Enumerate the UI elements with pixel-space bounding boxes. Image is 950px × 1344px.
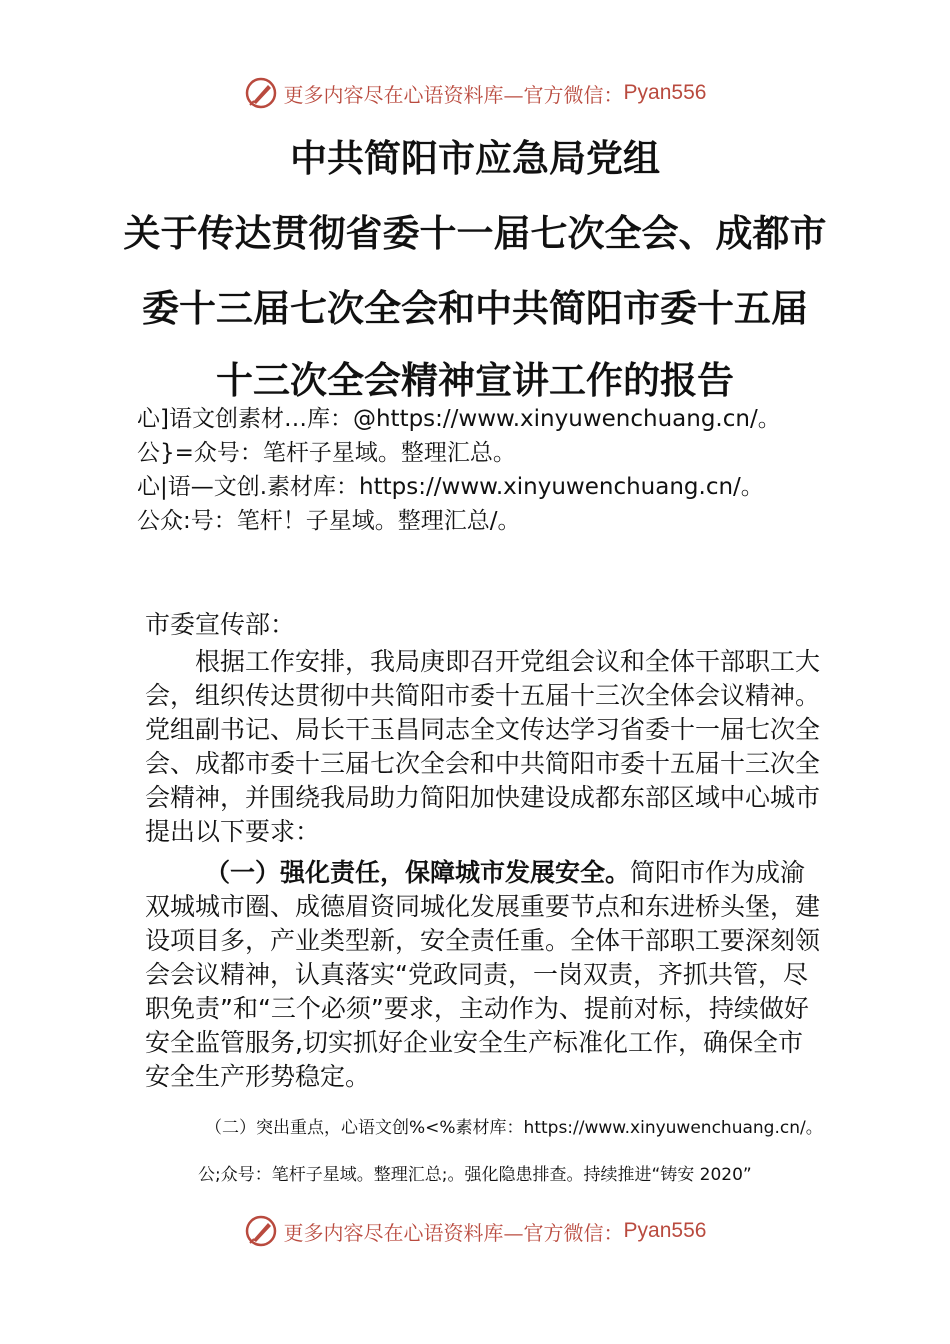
paragraph-intro: 根据工作安排，我局庚即召开党组会议和全体干部职工大会，组织传达贯彻中共简阳市委十五届十三次全体会议精神。党组副书记、局长干玉昌同志全文传达学习省委十一届七次全会、成都市委十三届七次全会和中共简阳市委十五届十三次全会精神，并围绕我局助力简阳加快建设成都东部区域中心城市提出以下要求： [145,647,821,846]
watermark-line: 心|语—文创.素材库：https://www.xinyuwenchuang.cn/。 [137,474,764,500]
banner-wechat-id: Pyan556 [623,1219,707,1242]
document-title-line-1: 中共简阳市应急局党组 [290,136,660,180]
pen-nib-logo-icon [244,1214,278,1248]
section-1-heading: （一）强化责任，保障城市发展安全。 [205,858,631,887]
watermark-line: 心]语文创素材…库：@https://www.xinyuwenchuang.cn/。 [137,406,781,432]
small-text-line: 公;众号：笔杆子星域。整理汇总;。强化隐患排查。持续推进“铸安 2020” [198,1165,752,1185]
pen-nib-logo-icon [244,76,278,110]
salutation: 市委宣传部： [145,610,296,639]
section-1-text: 简阳市作为成渝双城城市圈、成德眉资同城化发展重要节点和东进桥头堡，建设项目多，产业类型新，安全责任重。全体干部职工要深刻领会会议精神，认真落实“党政同责，一岗双责，齐抓共管，尽职免责”和“三个必须”要求，主动作为、提前对标，持续做好安全监管服务,切实抓好企业安全生产标准化工作，确保全市安全生产形势稳定。 [145,858,821,1091]
small-text-line: （二）突出重点，心语文创%<%素材库：https://www.xinyuwenchuang.cn/。 [205,1118,823,1138]
footer-banner [0,1211,950,1251]
paragraph-section-1 [145,856,825,1094]
watermark-line: 公}=众号：笔杆子星域。整理汇总。 [137,440,516,466]
watermark-line: 公众:号：笔杆！子星域。整理汇总/。 [137,508,521,534]
banner-wechat-id: Pyan556 [623,81,707,104]
document-title-line-2: 关于传达贯彻省委十一届七次全会、成都市 [123,211,827,255]
document-title-line-4: 十三次全会精神宣讲工作的报告 [216,358,734,402]
document-title-line-3: 委十三届七次全会和中共简阳市委十五届 [142,286,808,330]
header-banner [0,73,950,113]
banner-text: 更多内容尽在心语资料库—官方微信： [283,1220,624,1245]
banner-text: 更多内容尽在心语资料库—官方微信： [283,82,624,107]
